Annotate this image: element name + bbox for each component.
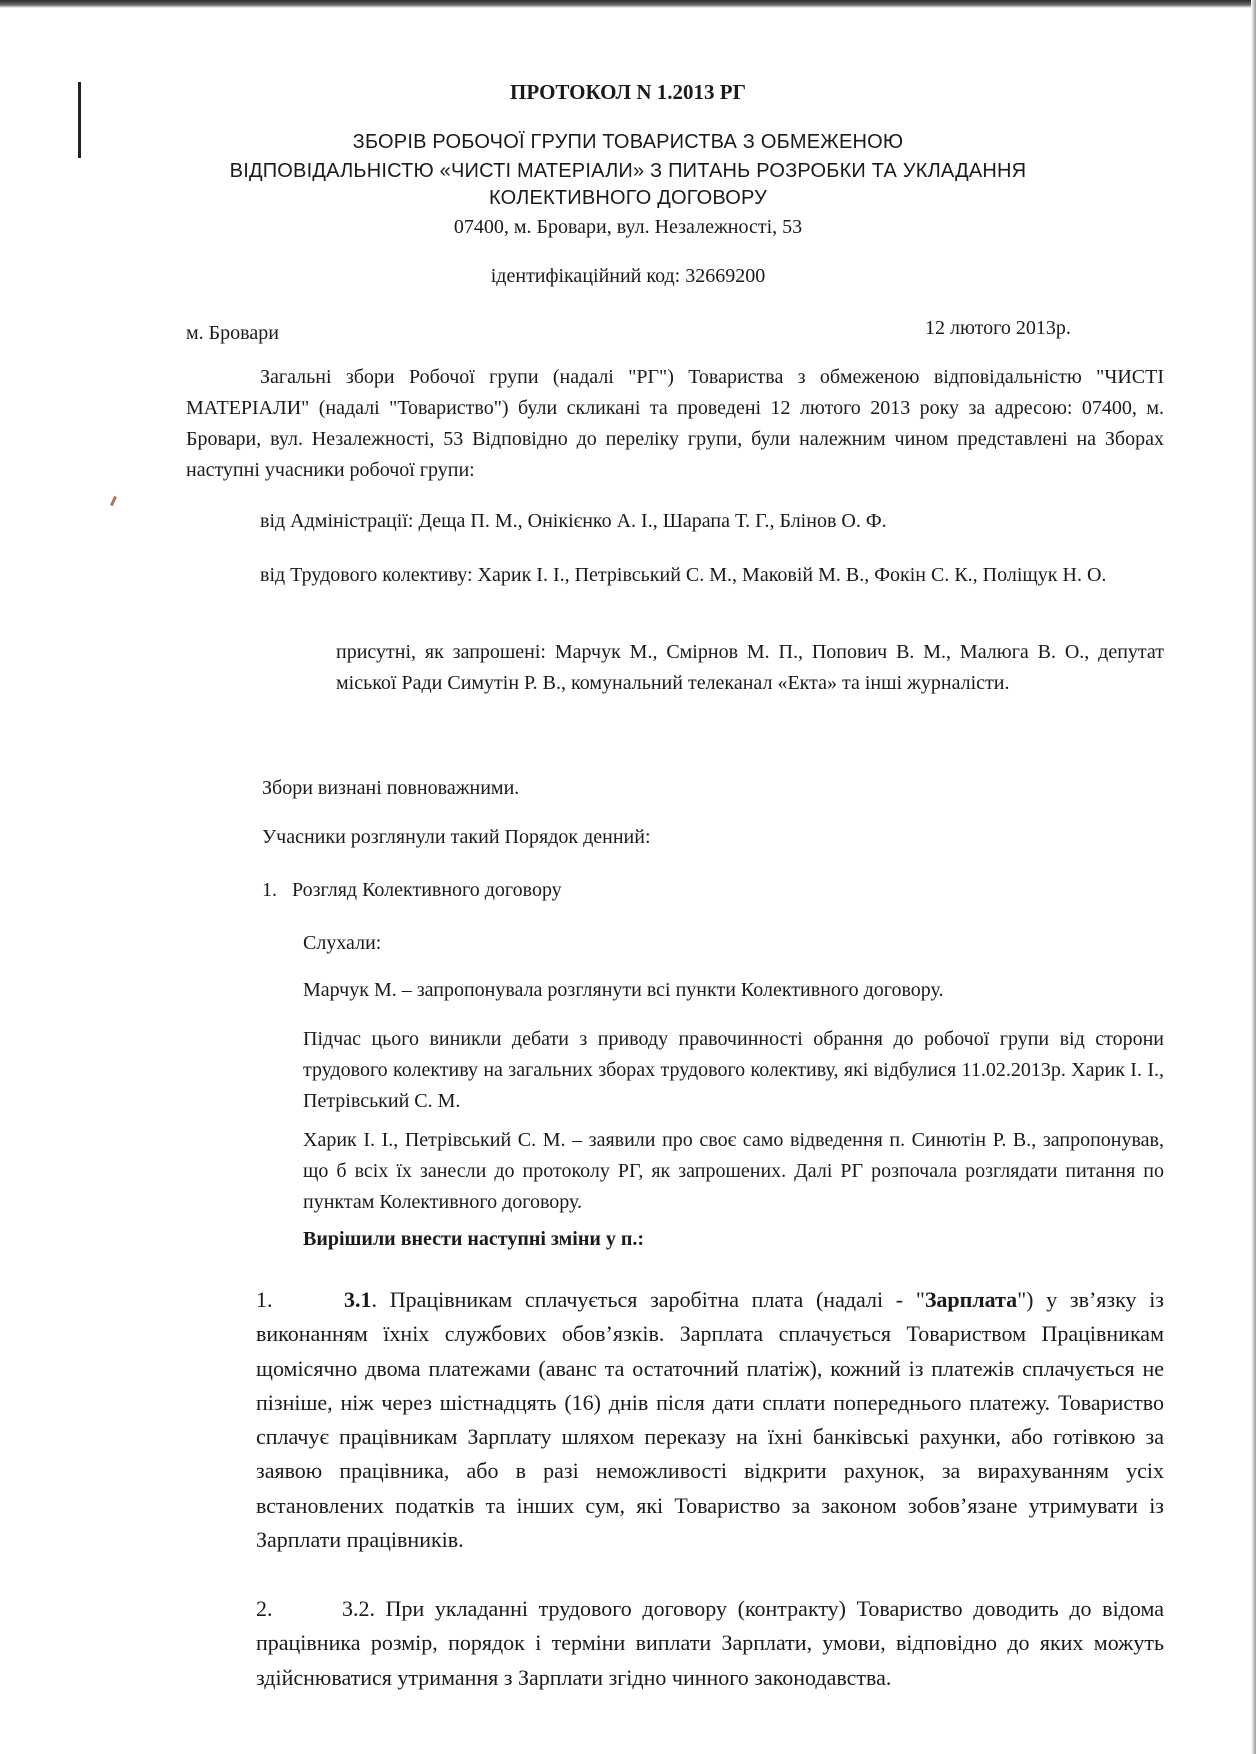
agenda-item: 1. Розгляд Колективного договору: [262, 879, 562, 901]
decision-heading: Вирішили внести наступні зміни у п.:: [303, 1228, 645, 1250]
clause-1-number: 1.: [256, 1287, 273, 1312]
header-line-2: ВІДПОВІДАЛЬНІСТЮ «ЧИСТІ МАТЕРІАЛИ» З ПИТАНЬ РОЗРОБКИ ТА УКЛАДАННЯ: [229, 160, 1027, 182]
clause-2: [256, 1592, 1164, 1695]
document-title: ПРОТОКОЛ N 1.2013 РГ: [510, 80, 746, 104]
invited-members: присутні, як запрошені: Марчук М., Смірнов М. П., Попович В. М., Малюга В. О., депутат міської Ради Симутін Р. В., комунальний телеканал «Екта» та інші журналісти.: [336, 641, 1164, 694]
clause-1-term: Зарплата: [924, 1287, 1018, 1312]
date: 12 лютого 2013р.: [925, 317, 1071, 339]
heard-label: Слухали:: [303, 932, 382, 954]
admin-members: від Адміністрації: Деща П. М., Онікієнко А. І., Шарапа Т. Г., Блінов О. Ф.: [260, 510, 887, 532]
clause-1-text-b: ") у зв’язку із виконанням їхніх службових обов’язків. Зарплата сплачується Товариством Працівникам щомісячно двома платежами (аванс та остаточний платіж), кожний із платежів сплачується не пізніше, ніж через шістнадцять (16) днів після дати сплати попереднього платежу. Товариство сплачує працівникам Зарплату шляхом переказу на їхні банківські рахунки, або готівкою за заявою працівника, або в разі неможливості відкрити рахунок, за вирахуванням усіх встановлених податків та інших сум, які Товариство за законом зобов’язане утримувати із Зарплати працівників.: [256, 1287, 1165, 1553]
clause-2-text: 3.2. При укладанні трудового договору (контракту) Товариство доводить до відома працівника розмір, порядок і терміни виплати Зарплати, умови, відповідно до яких можуть здійснюватися утримання з Зарплати згідно чинного законодавства.: [256, 1596, 1164, 1690]
clause-1: [256, 1283, 1164, 1557]
agenda-intro: Учасники розглянули такий Порядок денний:: [262, 826, 651, 848]
labor-members: від Трудового колективу: Харик І. І., Петрівський С. М., Маковій М. В., Фокін С. К., Поліщук Н. О.: [260, 564, 1107, 586]
margin-speck: [110, 496, 117, 506]
debate-paragraph: Підчас цього виникли дебати з приводу правочинності обрання до робочої групи від сторони трудового колективу на загальних зборах трудового колективу, які відбулися 11.02.2013р. Харик І. І., Петрівський С. М.: [303, 1028, 1164, 1112]
place: м. Бровари: [186, 322, 279, 344]
scan-edge-top: [0, 0, 1256, 8]
header-code: ідентифікаційний код: 32669200: [490, 265, 766, 287]
intro-paragraph: Загальні збори Робочої групи (надалі "РГ") Товариства з обмеженою відповідальністю "ЧИСТІ МАТЕРІАЛИ" (надалі "Товариство") були скликані та проведені 12 лютого 2013 року за адресою: 07400, м. Бровари, вул. Незалежності, 53 Відповідно до переліку групи, були належним чином представлені на Зборах наступні учасники робочої групи:: [186, 366, 1164, 481]
quorum-text: Збори визнані повноважними.: [262, 777, 520, 799]
clause-2-number: 2.: [256, 1596, 273, 1621]
header-line-1: ЗБОРІВ РОБОЧОЇ ГРУПИ ТОВАРИСТВА З ОБМЕЖЕНОЮ: [352, 131, 904, 153]
clause-1-text-a: . Працівникам сплачується заробітна плата (надалі - ": [371, 1287, 925, 1312]
scan-edge-right: [1251, 0, 1256, 1754]
header-address: 07400, м. Бровари, вул. Незалежності, 53: [453, 216, 803, 238]
kharyk-statement: Харик І. І., Петрівський С. М. – заявили про своє само відведення п. Синютін Р. В., запропонував, що б всіх їх занесли до протоколу РГ, як запрошених. Далі РГ розпочала розглядати питання по пунктам Колективного договору.: [303, 1129, 1164, 1213]
clause-1-ref: 3.1: [344, 1287, 372, 1312]
marchuk-statement: Марчук М. – запропонувала розглянути всі пункти Колективного договору.: [303, 979, 944, 1001]
header-line-3: КОЛЕКТИВНОГО ДОГОВОРУ: [488, 187, 768, 209]
